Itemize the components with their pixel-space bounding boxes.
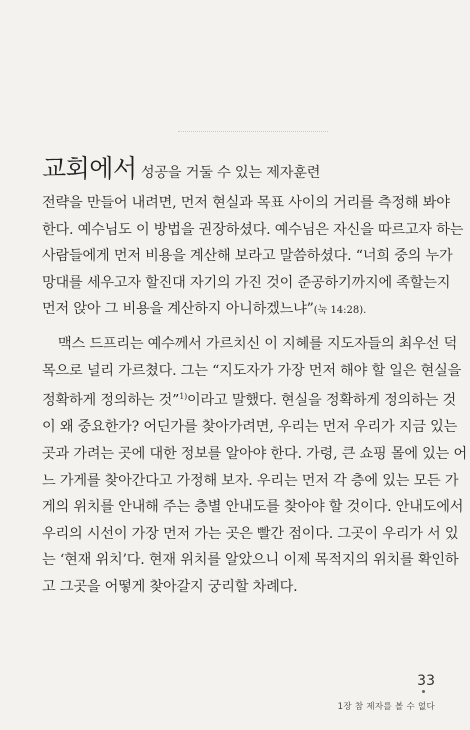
paragraph-2-line-with-footnote	[42, 384, 456, 414]
paragraph-1-line: 사람들에게 먼저 비용을 계산해 보라고 말씀하셨다. “너희 중의 누가	[42, 248, 453, 265]
paragraph-1-line: 전략을 만들어 내려면, 먼저 현실과 목표 사이의 거리를 측정해 봐야	[42, 195, 450, 211]
quote-end: 정확하게 정의하는 것”	[42, 392, 180, 409]
paragraph-2-line: 우리의 시선이 가장 먼저 가는 곳은 빨간 점이다. 그곳이 우리가 서 있	[42, 525, 459, 542]
paragraph-2-line: 느 가게를 찾아간다고 가정해 보자. 우리는 먼저 각 층에 있는 모든 가	[42, 472, 459, 489]
paragraph-2-line: 게의 위치를 안내해 주는 층별 안내도를 찾아야 할 것이다. 안내도에서	[42, 499, 464, 516]
page-number: 33	[417, 673, 435, 689]
paragraph-2-line: 이 왜 중요한가? 어딘가를 찾아가려면, 우리는 먼저 우리가 지금 있는	[42, 419, 458, 436]
faint-divider	[178, 131, 328, 132]
paragraph-1-line: 한다. 예수님도 이 방법을 권장하셨다. 예수님은 자신을 따르고자 하는	[42, 221, 464, 238]
body-text	[42, 152, 467, 601]
paragraph-2-line: 곳과 가려는 곳에 대한 정보를 알아야 한다. 가령, 큰 쇼핑 몰에 있는 어	[42, 446, 467, 463]
paragraph-1-line-1-rest: 성공을 거둘 수 있는 제자훈련	[136, 165, 321, 181]
paragraph-2-line: 목으로 널리 가르쳤다. 그는 “지도자가 가장 먼저 해야 할 일은 현실을	[42, 362, 462, 379]
decorative-dot	[422, 690, 425, 693]
paragraph-1-line-1	[42, 152, 438, 190]
paragraph-1-line: 망대를 세우고자 할진대 자기의 가진 것이 준공하기까지에 족할는지	[42, 274, 451, 291]
paragraph-1-last-line	[42, 296, 438, 325]
running-footer: 1장 참 제자를 볼 수 없다	[337, 702, 435, 712]
paragraph-2-line: 고 그곳을 어떻게 찾아갈지 궁리할 차례다.	[42, 579, 298, 596]
paragraph-1-last-text: 먼저 앉아 그 비용을 계산하지 아니하겠느냐”	[42, 301, 314, 318]
footnote-mark: 1)	[179, 392, 188, 402]
bible-reference: (눅 14:28).	[313, 305, 367, 317]
quote-after: 이라고 말했다. 현실을 정확하게 정의하는 것	[187, 392, 456, 409]
paragraph-2-line: 는 ‘현재 위치’다. 현재 위치를 알았으니 이제 목적지의 위치를 확인하	[42, 552, 459, 569]
paragraph-2-line: 맥스 드프리는 예수께서 가르치신 이 지혜를 지도자들의 최우선 덕	[58, 335, 458, 352]
lead-word: 교회에서	[42, 154, 137, 183]
